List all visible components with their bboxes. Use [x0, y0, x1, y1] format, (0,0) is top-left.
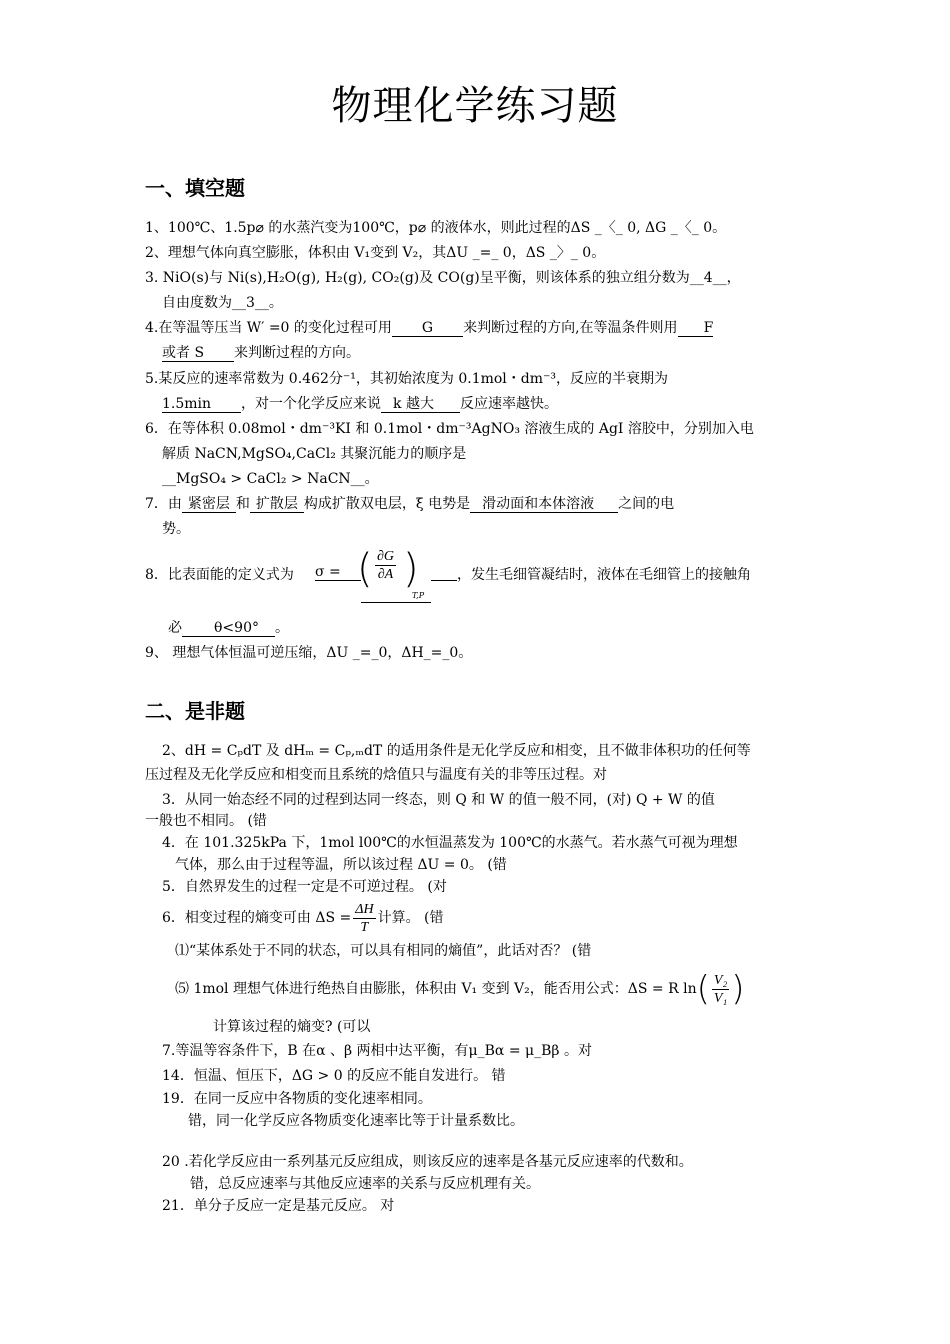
q8-sigma: σ = [315, 564, 361, 581]
q8-text-end: ，发生毛细管凝结时，液体在毛细管上的接触角 [457, 567, 751, 583]
question-5-line1: 5.某反应的速率常数为 0.462分⁻¹，其初始浓度为 0.1mol・dm⁻³，反应的半衰期为 [145, 371, 669, 387]
q8-right-paren: ) [403, 546, 419, 592]
statement-4-line2: 气体，那么由于过程等温，所以该过程 ΔU = 0。 (错 [175, 857, 507, 873]
s6-5-text: ⑸ 1mol 理想气体进行绝热自由膨胀，体积由 V₁ 变到 V₂，能否用公式：ΔS = R ln [175, 981, 697, 997]
s6-5-numerator: V₂ [713, 972, 728, 988]
s6-5-right-paren: ) [731, 969, 745, 1009]
q8-numerator: ∂G [377, 549, 395, 564]
question-9: 9、 理想气体恒温可逆压缩，ΔU _=_0，ΔH_=_0。 [145, 645, 473, 661]
q4-blank-g: G [392, 320, 463, 337]
question-7-line1 [145, 495, 810, 513]
q7-text-mid: 构成扩散双电层，ξ 电势是 [303, 496, 471, 512]
page-title: 物理化学练习题 [331, 83, 619, 129]
statement-19-line2: 错，同一化学反应各物质变化速率比等于计量系数比。 [188, 1113, 524, 1129]
s6-fraction [353, 901, 375, 936]
question-6-line3: __MgSO₄ > CaCl₂ > NaCN__。 [162, 471, 379, 487]
q7-blank-diffuse-layer: 扩散层 [250, 496, 304, 513]
q5-text-end: 反应速率越快。 [459, 396, 558, 412]
question-7-line2: 势。 [162, 521, 190, 537]
statement-14: 14．恒温、恒压下，ΔG > 0 的反应不能自发进行。 错 [162, 1068, 506, 1084]
statement-19-line1: 19．在同一反应中各物质的变化速率相同。 [162, 1091, 432, 1107]
s6-text: 6．相变过程的熵变可由 ΔS = [162, 910, 352, 926]
statement-21: 21．单分子反应一定是基元反应。 对 [162, 1198, 395, 1214]
q8b-text: 必 [168, 620, 182, 636]
question-8-line2 [168, 619, 833, 637]
q8-blank [431, 564, 457, 581]
statement-6-5-line2: 计算该过程的熵变? (可以 [213, 1019, 371, 1035]
q8b-blank-angle: θ<90° [182, 620, 275, 637]
q4-text: 4.在等温等压当 W′ =0 的变化过程可用 [145, 320, 392, 336]
q8-partial-fraction [375, 548, 396, 583]
question-1: 1、100℃、1.5p⌀ 的水蒸汽变为100℃，p⌀ 的液体水，则此过程的ΔS _〈_ 0, ΔG _〈_ 0。 [145, 220, 727, 236]
question-6-line2: 解质 NaCN,MgSO₄,CaCl₂ 其聚沉能力的顺序是 [162, 446, 467, 462]
s6-text-end: 计算。 (错 [377, 910, 444, 926]
q4-blank-s: 或者 S [162, 345, 234, 362]
statement-20-line1: 20 .若化学反应由一系列基元反应组成，则该反应的速率是各基元反应速率的代数和。 [162, 1154, 693, 1170]
s6-numerator: ΔH [355, 901, 374, 917]
q7-blank-compact-layer: 紧密层 [182, 496, 236, 513]
s6-5-left-paren: ( [696, 969, 710, 1009]
statement-6 [162, 900, 810, 936]
q5-text-mid: ，对一个化学反应来说 [241, 396, 382, 412]
statement-3-line2: 一般也不相同。 (错 [145, 813, 267, 829]
q7-text-end: 之间的电 [618, 496, 675, 512]
q7-text-and: 和 [235, 496, 250, 512]
statement-7: 7.等温等容条件下，B 在α 、β 两相中达平衡，有μ_Bα = μ_Bβ 。对 [162, 1043, 592, 1059]
q4-blank-f: F [678, 320, 714, 337]
statement-4-line1: 4．在 101.325kPa 下，1mol l00℃的水恒温蒸发为 100℃的水蒸气。若水蒸气可视为理想 [162, 835, 738, 851]
statement-3-line1: 3．从同一始态经不同的过程到达同一终态，则 Q 和 W 的值一般不同，(对) Q + W 的值 [162, 792, 715, 808]
q8b-text-end: 。 [274, 620, 289, 636]
s6-5-denominator: V₁ [713, 990, 728, 1006]
question-8-line1 [145, 542, 810, 606]
q4-text-end: 来判断过程的方向。 [234, 345, 361, 361]
s6-denominator: T [360, 919, 369, 935]
question-6-line1: 6．在等体积 0.08mol・dm⁻³KI 和 0.1mol・dm⁻³AgNO₃ 溶液生成的 AgI 溶胶中，分别加入电 [145, 421, 754, 437]
q5-blank-k: k 越大 [381, 396, 460, 413]
question-4-line2 [162, 344, 827, 362]
statement-2-line1: 2、dH = CₚdT 及 dHₘ = Cₚ,ₘdT 的适用条件是无化学反应和相变，且不做非体积功的任何等 [162, 743, 751, 759]
statement-6-5-line1 [175, 967, 815, 1011]
q8-subscript: T,P [412, 591, 425, 600]
q7-text: 7．由 [145, 496, 182, 512]
q8-underline [361, 602, 431, 603]
section-heading-true-false: 二、是非题 [145, 699, 245, 723]
q4-text-mid: 来判断过程的方向,在等温条件则用 [463, 320, 678, 336]
question-5-line2 [162, 395, 827, 413]
statement-6-1: ⑴“某体系处于不同的状态，可以具有相同的熵值”，此话对否？ (错 [175, 943, 592, 959]
section-heading-fill-in: 一、填空题 [145, 176, 245, 200]
q8-text: 8．比表面能的定义式为 [145, 567, 294, 583]
statement-5: 5．自然界发生的过程一定是不可逆过程。 (对 [162, 879, 447, 895]
question-4-line1 [145, 319, 810, 337]
statement-2-line2: 压过程及无化学反应和相变而且系统的焓值只与温度有关的非等压过程。对 [145, 767, 607, 783]
question-3-line2: 自由度数为__3__。 [162, 295, 283, 311]
question-3-line1: 3. NiO(s)与 Ni(s),H₂O(g), H₂(g), CO₂(g)及 CO(g)呈平衡，则该体系的独立组分数为__4__， [145, 270, 741, 286]
question-2: 2、理想气体向真空膨胀，体积由 V₁变到 V₂，其ΔU _=_ 0，ΔS _〉_ 0。 [145, 245, 606, 261]
s6-5-fraction [712, 972, 729, 1007]
q7-blank-shear-plane: 滑动面和本体溶液 [470, 496, 618, 513]
q5-blank-halflife: 1.5min [162, 396, 241, 413]
q8-denominator: ∂A [377, 567, 394, 582]
statement-20-line2: 错，总反应速率与其他反应速率的关系与反应机理有关。 [190, 1176, 540, 1192]
q8-left-paren: ( [357, 546, 373, 592]
